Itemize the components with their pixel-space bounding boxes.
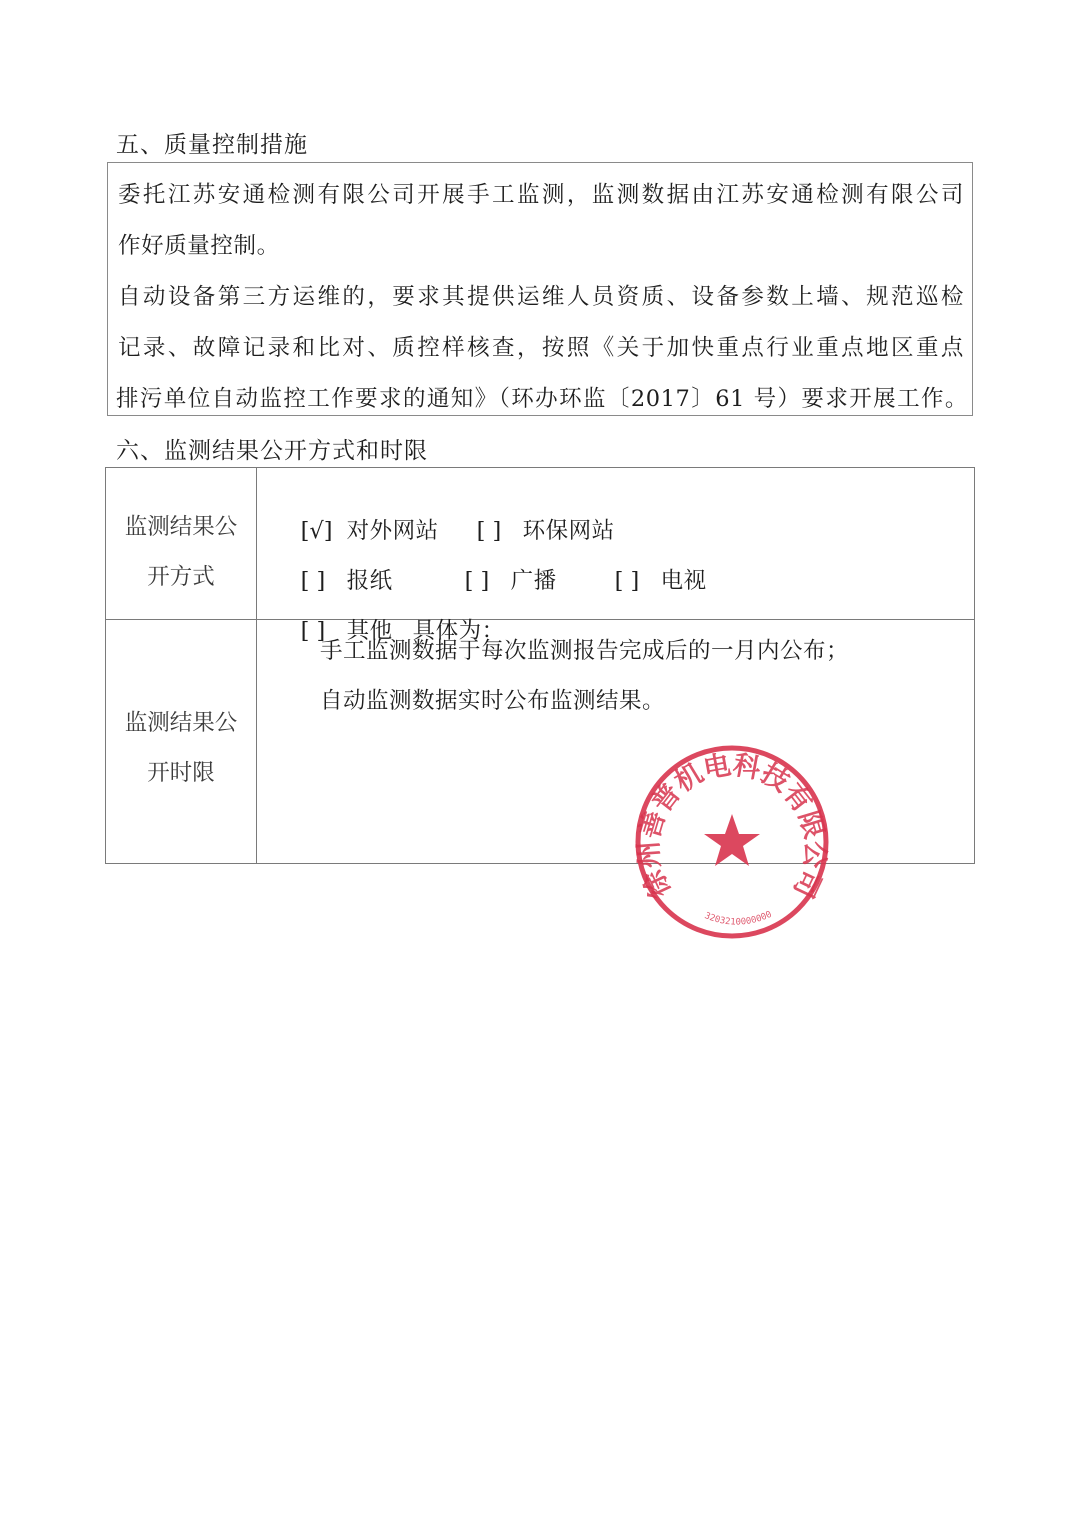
section5-heading: 五、质量控制措施 — [116, 132, 308, 158]
quality-control-line: 排污单位自动监控工作要求的通知》（环办环监〔2017〕61 号）要求开展工作。 — [116, 386, 968, 412]
limit-label-line2: 开时限 — [147, 760, 215, 786]
option-label: 对外网站 — [346, 518, 439, 544]
option-label: 报纸 — [346, 568, 393, 594]
option-label: 广播 — [510, 568, 557, 594]
company-seal — [632, 742, 832, 942]
quality-control-line: 记录、故障记录和比对、质控样核查，按照《关于加快重点行业重点地区重点 — [118, 335, 964, 361]
option-checkbox: [ ] — [300, 618, 326, 644]
quality-control-line: 自动设备第三方运维的，要求其提供运维人员资质、设备参数上墙、规范巡检 — [118, 284, 964, 310]
limit-label — [106, 698, 256, 798]
seal-star-icon — [704, 814, 760, 866]
table-divider-vertical — [256, 468, 257, 863]
specific-label: 具体为： — [412, 618, 505, 644]
option-label: 电视 — [660, 568, 707, 594]
option-label: 环保网站 — [522, 518, 615, 544]
method-label-line1: 监测结果公 — [124, 514, 238, 540]
method-label-line2: 开方式 — [147, 564, 215, 590]
limit-label-line1: 监测结果公 — [124, 710, 238, 736]
quality-control-line: 作好质量控制。 — [118, 233, 280, 259]
quality-control-box — [107, 162, 973, 416]
option-checkbox: [ ] — [464, 568, 490, 594]
limit-text-manual: 手工监测数据于每次监测报告完成后的一月内公布； — [320, 638, 850, 664]
method-label — [106, 502, 256, 602]
seal-company-name: 徐州善普机电科技有限公司 — [633, 749, 831, 903]
option-label: 其他 — [346, 618, 393, 644]
option-checkbox: [ ] — [300, 568, 326, 594]
disclosure-table — [105, 467, 975, 864]
option-checkbox: [ ] — [476, 518, 502, 544]
option-tv[interactable] — [615, 566, 707, 596]
option-checkbox: [√] — [300, 518, 333, 544]
limit-text-auto: 自动监测数据实时公布监测结果。 — [320, 688, 666, 714]
quality-control-line: 委托江苏安通检测有限公司开展手工监测，监测数据由江苏安通检测有限公司 — [118, 182, 964, 208]
seal-number: 3203210000000 — [702, 909, 774, 928]
section6-heading: 六、监测结果公开方式和时限 — [116, 438, 428, 464]
option-checkbox: [ ] — [614, 568, 640, 594]
